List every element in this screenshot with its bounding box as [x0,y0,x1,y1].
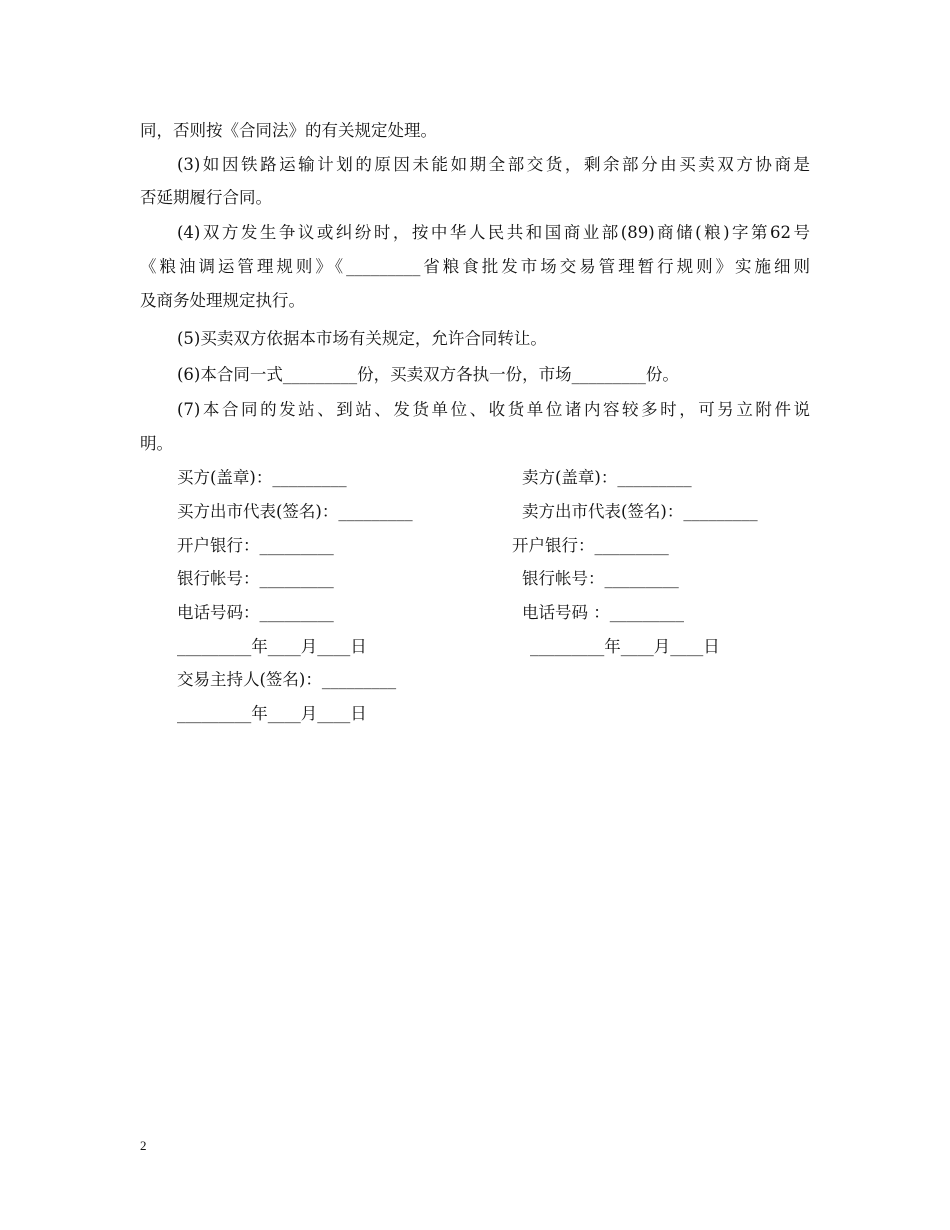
clause-7-line-1: (7)本合同的发站、到站、发货单位、收货单位诸内容较多时，可另立附件说 [177,400,810,419]
clause-4-line-1: (4)双方发生争议或纠纷时，按中华人民共和国商业部(89)商储(粮)字第62号 [177,223,810,242]
clause-7-line-2: 明。 [140,434,173,453]
clause-4-line-2: 《粮油调运管理规则》《_________省粮食批发市场交易管理暂行规则》实施细则 [140,257,810,276]
clause-5: (5)买卖双方依据本市场有关规定，允许合同转让。 [177,329,547,348]
host-signature: 交易主持人(签名)：_________ [177,670,397,689]
clause-2-continuation: 同，否则按《合同法》的有关规定处理。 [140,121,437,140]
seller-representative: 卖方出市代表(签名)：_________ [522,502,758,521]
seller-date: _________年____月____日 [530,637,720,656]
buyer-account: 银行帐号：_________ [177,569,334,588]
clause-3-line-2: 否延期履行合同。 [140,188,272,207]
buyer-representative: 买方出市代表(签名)：_________ [177,502,413,521]
buyer-seal: 买方(盖章)：_________ [177,468,347,487]
seller-seal: 卖方(盖章)：_________ [522,468,692,487]
buyer-phone: 电话号码：_________ [177,603,334,622]
buyer-bank: 开户银行：_________ [177,536,334,555]
seller-bank: 开户银行：_________ [512,536,669,555]
host-date: _________年____月____日 [177,704,367,723]
seller-account: 银行帐号：_________ [522,569,679,588]
clause-6: (6)本合同一式_________份，买卖双方各执一份，市场_________份。 [177,365,679,384]
clause-4-line-3: 及商务处理规定执行。 [140,291,305,310]
buyer-date: _________年____月____日 [177,637,367,656]
page-number: 2 [140,1138,147,1153]
seller-phone: 电话号码 ：_________ [522,603,684,622]
clause-3-line-1: (3)如因铁路运输计划的原因未能如期全部交货，剩余部分由买卖双方协商是 [177,155,810,174]
